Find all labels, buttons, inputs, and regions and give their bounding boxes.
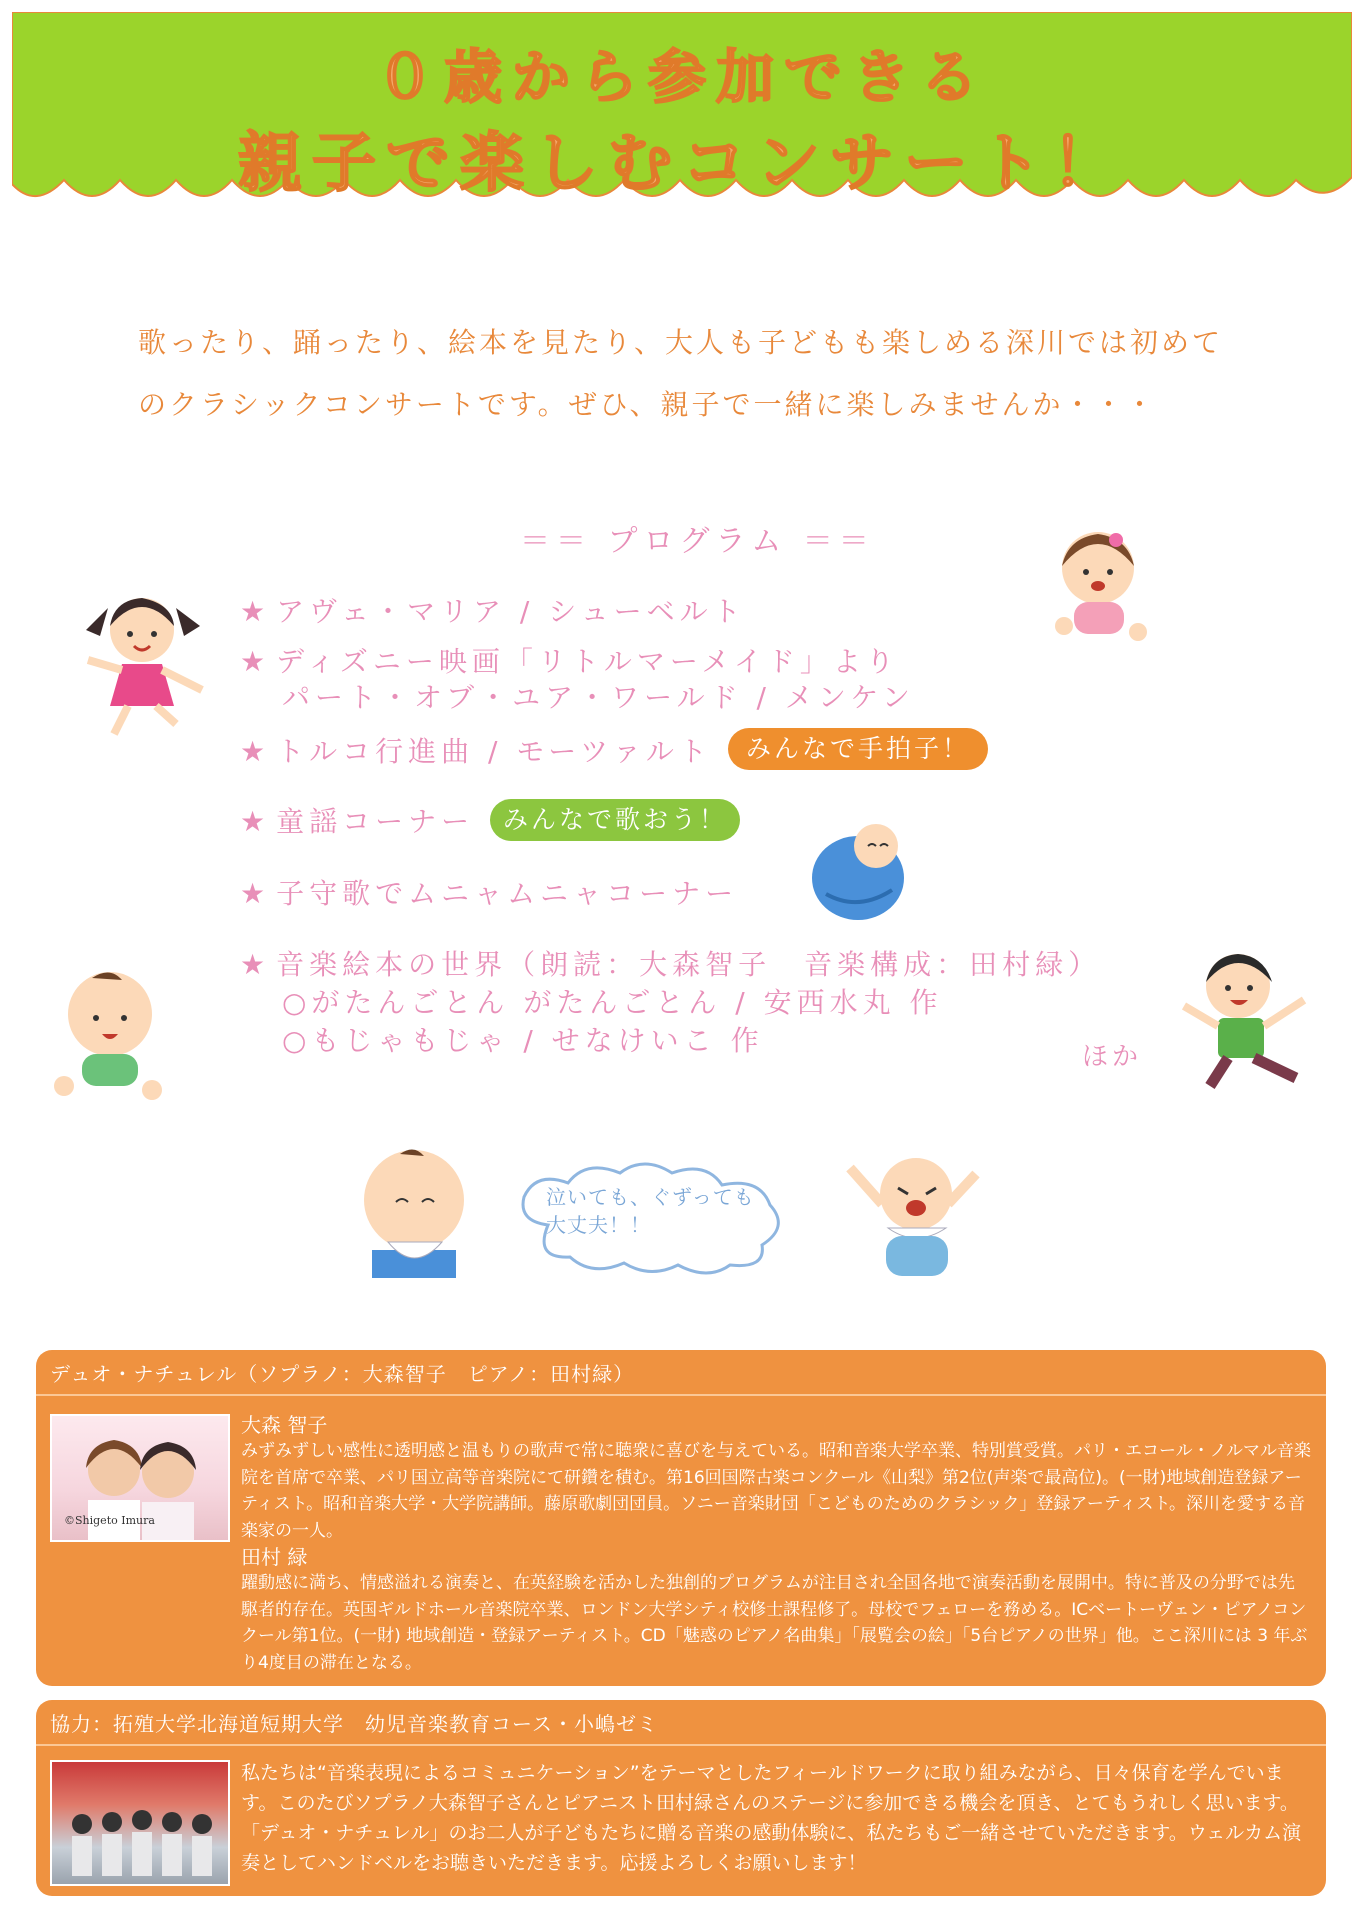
running-boy-icon bbox=[1178, 942, 1318, 1090]
intro-text bbox=[138, 312, 1258, 436]
program-item-subtitle-1: ○がたんごとん がたんごとん / 安西水丸 作 bbox=[282, 986, 943, 1019]
program-item-text: 音楽絵本の世界（朗読：大森智子 音楽構成：田村緑） bbox=[276, 948, 1102, 981]
performer-bios bbox=[241, 1412, 1311, 1676]
program-item-text: 子守歌でムニャムニャコーナー bbox=[276, 877, 739, 910]
star-icon: ★ bbox=[240, 735, 271, 768]
header-band bbox=[12, 12, 1352, 212]
photo-credit: ©Shigeto Imura bbox=[64, 1514, 155, 1527]
star-icon: ★ bbox=[240, 595, 271, 628]
intro-line-2: のクラシックコンサートです。ぜひ、親子で一緒に楽しみませんか・・・ bbox=[138, 388, 1157, 421]
clap-along-badge: みんなで手拍子！ bbox=[728, 728, 988, 770]
program-item-1 bbox=[240, 590, 746, 630]
program-item-subtitle: パート・オブ・ユア・ワールド / メンケン bbox=[282, 681, 915, 714]
swaddled-baby-icon bbox=[806, 820, 916, 924]
divider bbox=[36, 1394, 1326, 1396]
sitting-baby-icon bbox=[52, 962, 164, 1104]
program-item-text: アヴェ・マリア / シューベルト bbox=[276, 595, 746, 628]
performer-name-2: 田村 緑 bbox=[241, 1545, 308, 1569]
program-item-5 bbox=[240, 872, 738, 912]
performer-info-box bbox=[36, 1350, 1326, 1686]
and-more-label: ほか bbox=[1082, 1042, 1143, 1072]
crying-baby-icon bbox=[842, 1144, 986, 1280]
cloud-line-1: 泣いても、ぐずっても bbox=[546, 1185, 755, 1209]
intro-line-1: 歌ったり、踊ったり、絵本を見たり、大人も子どもも楽しめる深川では初めて bbox=[138, 326, 1224, 359]
cooperation-text: 私たちは“音楽表現によるコミュニケーション”をテーマとしたフィールドワークに取り組みながら、日々保育を学んでいます。このたびソプラノ大森智子さんとピアニスト田村緑さんのステージに参加できる機会を頂き、とてもうれしく思います。「デュオ・ナチュレル」のお二人が子どもたちに贈る音楽の感動体験に、私たちもご一緒させていただきます。ウェルカム演奏としてハンドベルをお聴きいただきます。応援よろしくお願いします！ bbox=[241, 1762, 1302, 1874]
students-group-photo bbox=[50, 1760, 230, 1886]
program-item-2 bbox=[240, 644, 915, 716]
program-item-3 bbox=[240, 730, 712, 770]
cooperation-box-heading: 協力：拓殖大学北海道短期大学 幼児音楽教育コース・小嶋ゼミ bbox=[50, 1712, 658, 1736]
title-line-2: 親子で楽しむコンサート！ bbox=[238, 127, 1126, 201]
program-item-4 bbox=[240, 800, 474, 840]
title-line-1: ０歳から参加できる bbox=[375, 43, 988, 111]
performer-bio-2: 躍動感に満ち、情感溢れる演奏と、在英経験を活かした独創的プログラムが注目され全国各地で演奏活動を展開中。特に普及の分野では先駆者的存在。英国ギルドホール音楽院卒業、ロンドン大学シティ校修士課程修了。母校でフェローを務める。ICベートーヴェン・ピアノコンクール第1位。(一財) 地域創造・登録アーティスト。CD「魅惑のピアノ名曲集」「展覧会の絵」「5台ピアノの世界」他。ここ深川には 3 年ぶり4度目の滞在となる。 bbox=[241, 1573, 1308, 1673]
program-item-subtitle-2: ○もじゃもじゃ / せなけいこ 作 bbox=[282, 1024, 764, 1057]
program-item-text: ディズニー映画「リトルマーメイド」より bbox=[276, 645, 899, 678]
cloud-line-2: 大丈夫！！ bbox=[546, 1213, 651, 1237]
crawling-baby-girl-icon bbox=[1046, 522, 1154, 646]
sing-along-badge: みんなで歌おう！ bbox=[490, 799, 740, 841]
students-photo-placeholder bbox=[52, 1762, 228, 1884]
star-icon: ★ bbox=[240, 645, 271, 678]
program-item-text: トルコ行進曲 / モーツァルト bbox=[276, 735, 712, 768]
program-heading: ＝＝ プログラム ＝＝ bbox=[520, 524, 875, 559]
program-item-text: 童謡コーナー bbox=[276, 805, 475, 838]
cooperation-info-box bbox=[36, 1700, 1326, 1896]
performer-box-heading: デュオ・ナチュレル（ソプラノ：大森智子 ピアノ：田村緑） bbox=[50, 1362, 635, 1386]
star-icon: ★ bbox=[240, 877, 271, 910]
performer-name-1: 大森 智子 bbox=[241, 1413, 328, 1437]
star-icon: ★ bbox=[240, 805, 271, 838]
divider bbox=[36, 1744, 1326, 1746]
cloud-text bbox=[546, 1183, 755, 1239]
star-icon: ★ bbox=[240, 948, 271, 981]
program-item-6 bbox=[240, 946, 1101, 1060]
baby-with-bib-icon bbox=[356, 1142, 472, 1278]
dancing-girl-icon bbox=[78, 578, 218, 740]
performer-bio-1: みずみずしい感性に透明感と温もりの歌声で常に聴衆に喜びを与えている。昭和音楽大学卒業、特別賞受賞。パリ・エコール・ノルマル音楽院を首席で卒業、パリ国立高等音楽院にて研鑽を積む。第16回国際古楽コンクール《山梨》第2位(声楽で最高位)。(一財)地域創造登録アーティスト。昭和音楽大学・大学院講師。藤原歌劇団団員。ソニー音楽財団「こどものためのクラシック」登録アーティスト。深川を愛する音楽家の一人。 bbox=[241, 1441, 1311, 1541]
